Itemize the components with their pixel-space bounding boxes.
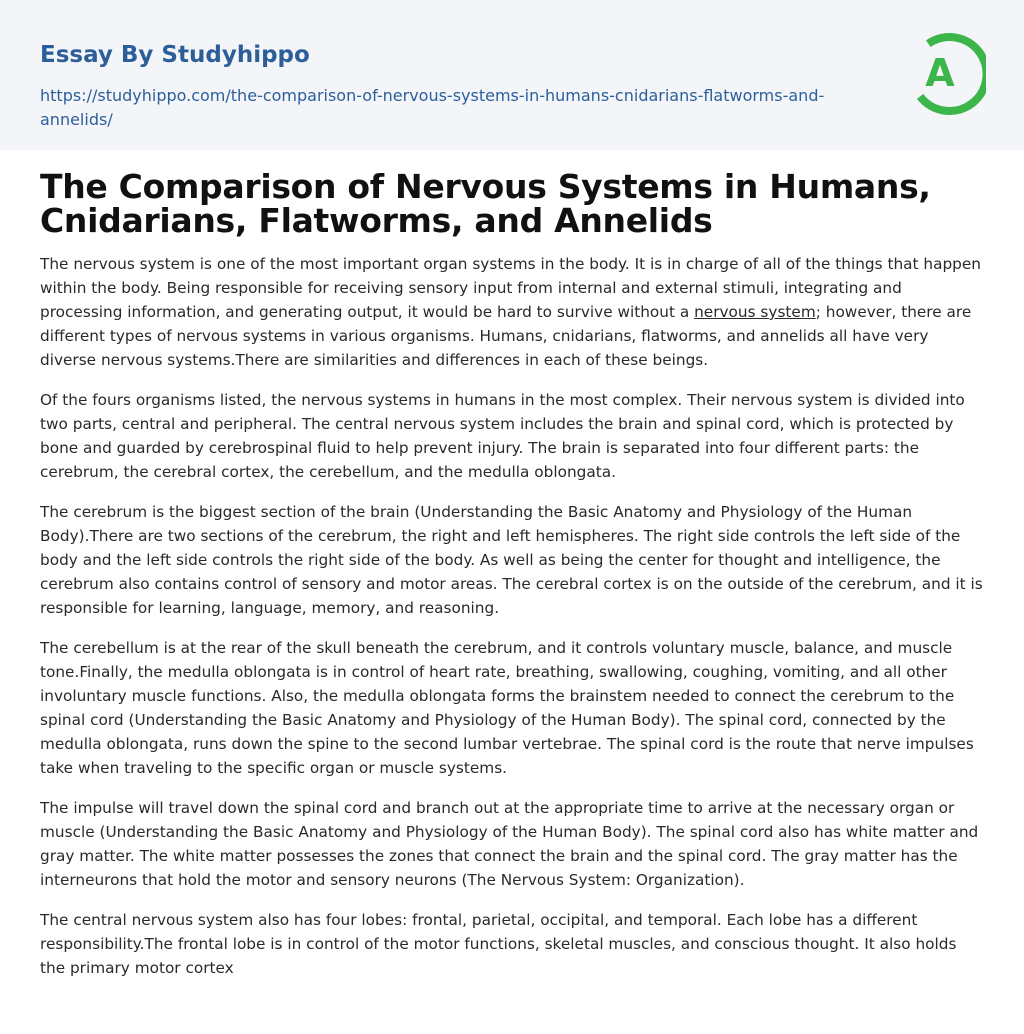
- site-header: [0, 0, 1024, 150]
- essay-url-link[interactable]: https://studyhippo.com/the-comparison-of-nervous-systems-in-humans-cnidarians-flatworms-and-annelids/: [40, 86, 825, 129]
- paragraph-1-text-b: ; however, there are different types of nervous systems in various organisms. Humans, cnidarians, flatworms, and annelids all have very diverse nervous systems.There are similarities and differences in each of these beings.: [40, 303, 972, 369]
- brand-title: Essay By Studyhippo: [40, 42, 310, 68]
- article: [0, 150, 1024, 980]
- paragraph-6: The central nervous system also has four lobes: frontal, parietal, occipital, and temporal. Each lobe has a different responsibility.The frontal lobe is in control of the motor functions, skeletal muscles, and conscious thought. It also holds the primary motor cortex: [40, 911, 957, 977]
- paragraph-5: The impulse will travel down the spinal cord and branch out at the appropriate time to arrive at the necessary organ or muscle (Understanding the Basic Anatomy and Physiology of the Human Body). The spinal cord also has white matter and gray matter. The white matter possesses the zones that connect the brain and the spinal cord. The gray matter has the interneurons that hold the motor and sensory neurons (The Nervous System: Organization).: [40, 799, 979, 889]
- logo-letter: A: [925, 51, 955, 95]
- article-title: The Comparison of Nervous Systems in Humans, Cnidarians, Flatworms, and Annelids: [40, 167, 931, 240]
- paragraph-4: The cerebellum is at the rear of the skull beneath the cerebrum, and it controls voluntary muscle, balance, and muscle tone.Finally, the medulla oblongata is in control of heart rate, breathing, swallowing, coughing, vomiting, and all other involuntary muscle functions. Also, the medulla oblongata forms the brainstem needed to connect the cerebrum to the spinal cord (Understanding the Basic Anatomy and Physiology of the Human Body). The spinal cord, connected by the medulla oblongata, runs down the spine to the second lumbar vertebrae. The spinal cord is the route that nerve impulses take when traveling to the specific organ or muscle systems.: [40, 639, 974, 777]
- paragraph-1: [40, 252, 984, 372]
- nervous-system-link[interactable]: nervous system: [694, 303, 816, 321]
- paragraph-3: The cerebrum is the biggest section of the brain (Understanding the Basic Anatomy and Physiology of the Human Body).There are two sections of the cerebrum, the right and left hemispheres. The right side controls the left side of the body and the left side controls the right side of the body. As well as being the center for thought and intelligence, the cerebrum also contains control of sensory and motor areas. The cerebral cortex is on the outside of the cerebrum, and it is responsible for learning, language, memory, and reasoning.: [40, 503, 983, 617]
- paragraph-1-text-a: The nervous system is one of the most important organ systems in the body. It is in charge of all of the things that happen within the body. Being responsible for receiving sensory input from internal and external stimuli, integrating and processing information, and generating output, it would be hard to survive without a: [40, 255, 981, 321]
- paragraph-2: Of the fours organisms listed, the nervous systems in humans in the most complex. Their nervous system is divided into two parts, central and peripheral. The central nervous system includes the brain and spinal cord, which is protected by bone and guarded by cerebrospinal fluid to help prevent injury. The brain is separated into four different parts: the cerebrum, the cerebral cortex, the cerebellum, and the medulla oblongata.: [40, 391, 965, 481]
- studyhippo-logo-icon[interactable]: [912, 29, 986, 115]
